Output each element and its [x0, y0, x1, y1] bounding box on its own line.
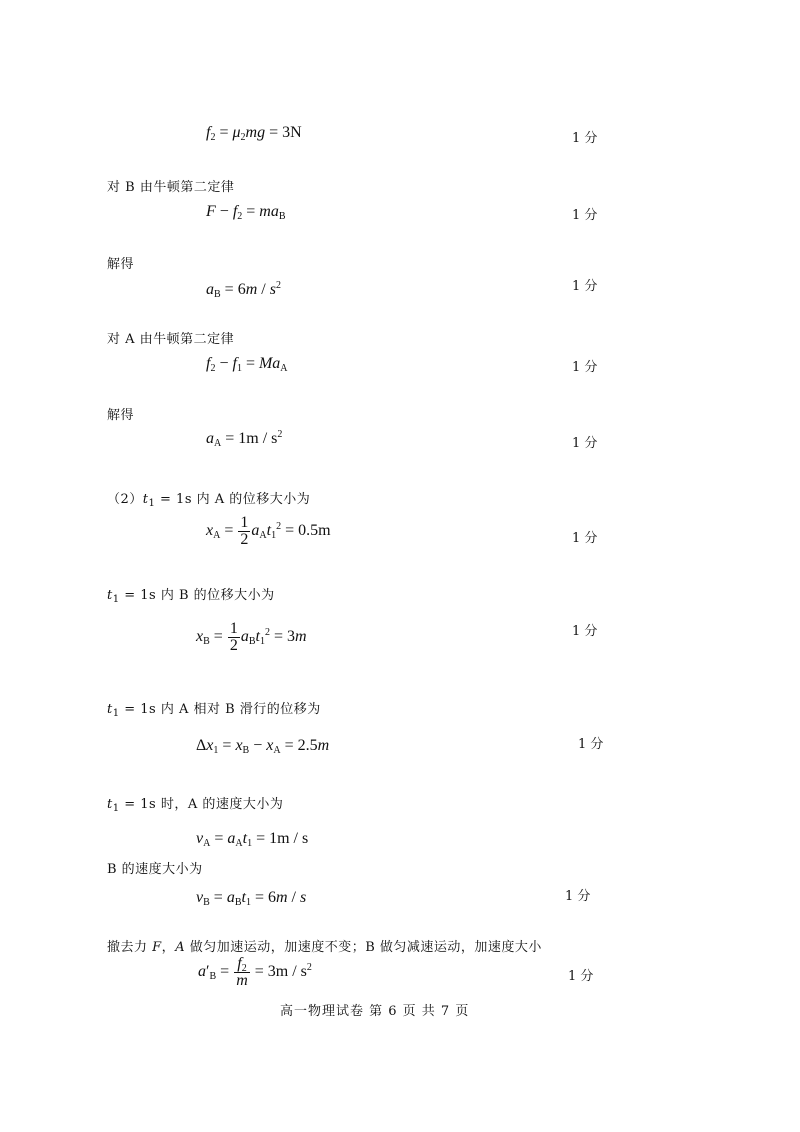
text-solve-1: 解得: [107, 257, 135, 272]
equation-x-b: $x_B$ = $\frac{1}{2}$ $a_Bt_1^2 = 3m$: [196, 620, 307, 654]
score-9: 1 分: [565, 889, 591, 904]
text-remove-force: 撤去力 F，A 做匀加速运动，加速度不变；B 做匀减速运动，加速度大小: [107, 940, 542, 955]
equation-delta-x1: $\Delta x_1 = x_B - x_A = 2.5m$: [196, 737, 330, 756]
score-5: 1 分: [572, 436, 598, 451]
text-solve-2: 解得: [107, 408, 135, 423]
score-2: 1 分: [572, 208, 598, 223]
score-4: 1 分: [572, 360, 598, 375]
text-a-newton-law: 对 A 由牛顿第二定律: [107, 332, 235, 347]
score-10: 1 分: [568, 969, 594, 984]
page-footer: 高一物理试卷 第 6 页 共 7 页: [280, 1004, 470, 1019]
equation-a-b: $a_B = 6m / s^2$: [206, 280, 281, 300]
score-3: 1 分: [572, 279, 598, 294]
equation-a-b-prime: $a'_B$ = $\frac{f_2}{m}$ = $3m / s^2$: [198, 955, 312, 989]
equation-a-a: $a_A = 1m / s^2$: [206, 429, 283, 449]
score-6: 1 分: [572, 531, 598, 546]
text-part-2-a-displacement: $(2)t_1 = 1s$ 内 A 的位移大小为: [107, 492, 311, 509]
score-8: 1 分: [578, 737, 604, 752]
equation-x-a: $x_A$ = $\frac{1}{2}$ $a_At_1^2 = 0.5m$: [206, 514, 331, 548]
equation-a-newton: $f_2 - f_1 = Ma_A$: [206, 355, 288, 374]
score-7: 1 分: [572, 624, 598, 639]
text-a-speed: $t_1 = 1s$ 时，A 的速度大小为: [107, 797, 284, 814]
text-b-displacement: $t_1 = 1s$ 内 B 的位移大小为: [107, 588, 275, 605]
text-relative-displacement: $t_1 = 1s$ 内 A 相对 B 滑行的位移为: [107, 702, 321, 719]
equation-v-b: $v_B = a_Bt_1 = 6m / s$: [196, 889, 307, 908]
score-1: 1 分: [572, 131, 598, 146]
text-b-speed: B 的速度大小为: [107, 862, 203, 877]
text-b-newton-law: 对 B 由牛顿第二定律: [107, 180, 235, 195]
equation-b-newton: $F - f_2 = ma_B$: [206, 203, 286, 222]
equation-friction-f2: $f_2 = \mu_2mg = 3N$: [206, 124, 302, 143]
equation-v-a: $v_A = a_At_1 = 1m / s$: [196, 830, 309, 849]
